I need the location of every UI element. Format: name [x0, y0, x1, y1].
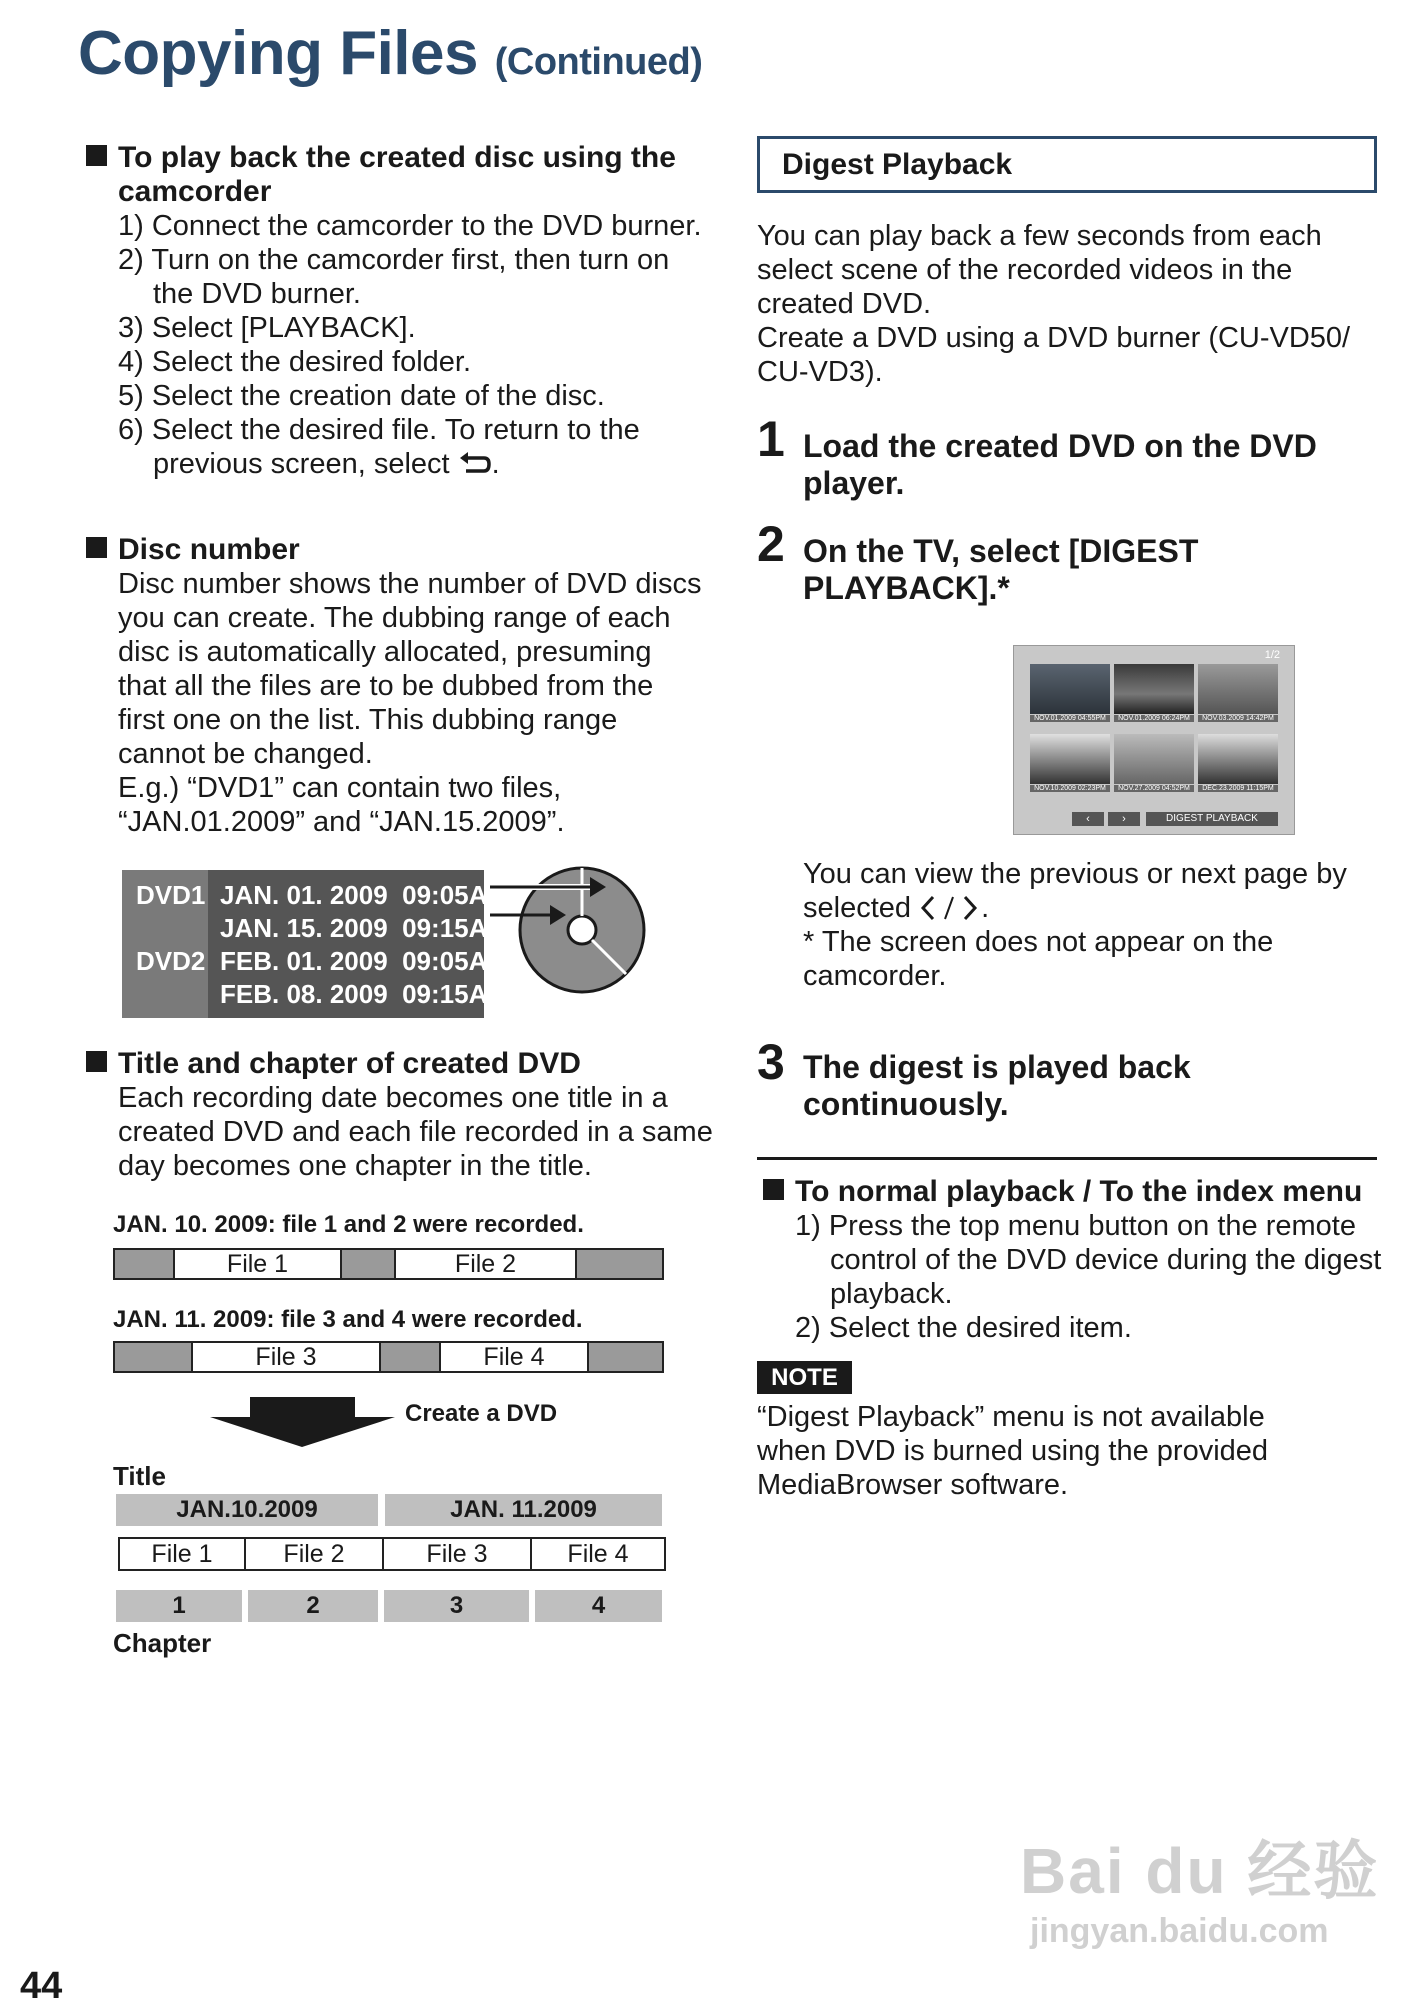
gap-segment	[342, 1250, 396, 1278]
prev-page-button[interactable]: ‹	[1072, 812, 1104, 826]
thumb-date: NOV.03.2009 14:42PM	[1198, 715, 1278, 722]
down-arrow-icon	[210, 1393, 395, 1449]
chapter-label: Chapter	[113, 1628, 212, 1658]
file-cell: File 4	[530, 1537, 666, 1571]
dvd-row: FEB. 08. 2009 09:15AM	[220, 979, 510, 1009]
steps-list	[118, 209, 706, 481]
intro-paragraph: Create a DVD using a DVD burner (CU-VD50/ CU-VD3).	[757, 322, 1351, 388]
screen-description	[803, 857, 1378, 993]
chapter-cell: 1	[116, 1590, 242, 1622]
dvd-row: JAN. 15. 2009 09:15AM	[220, 913, 510, 943]
section-heading: Title and chapter of created DVD	[86, 1047, 726, 1081]
section-heading: To play back the created disc using the camcorder	[86, 141, 706, 209]
file-segment: File 4	[441, 1343, 589, 1371]
thumb-date: NOV.01.2009 04:55PM	[1030, 715, 1110, 722]
title-cell: JAN.10.2009	[116, 1494, 378, 1526]
thumb-date: NOV.10.2009 02:23PM	[1030, 785, 1110, 792]
video-thumbnail[interactable]	[1114, 664, 1194, 714]
file-segment: File 3	[193, 1343, 381, 1371]
step-heading: On the TV, select [DIGEST PLAYBACK].*	[803, 533, 1199, 606]
section-body: Each recording date becomes one title in a created DVD and each file recorded in a same day becomes one chapter in the title.	[118, 1082, 713, 1182]
recording-label: JAN. 10. 2009: file 1 and 2 were recorded.	[113, 1211, 584, 1238]
note-text: “Digest Playback” menu is not available when DVD is burned using the provided MediaBrowser software.	[757, 1401, 1269, 1501]
list-item: 5) Select the creation date of the disc.	[118, 380, 605, 412]
section-normal-playback	[763, 1175, 1383, 1345]
thumb-date: NOV.27.2009 04:52PM	[1114, 785, 1194, 792]
file-segment: File 2	[396, 1250, 577, 1278]
section-heading: To normal playback / To the index menu	[763, 1175, 1383, 1209]
gap-segment	[577, 1250, 662, 1278]
bullet-square-icon	[86, 1051, 107, 1072]
watermark	[1020, 1820, 1379, 1951]
page-title	[78, 18, 702, 89]
footnote-text: * The screen does not appear on the camcorder.	[803, 926, 1274, 992]
gap-segment	[115, 1250, 175, 1278]
note-badge: NOTE	[757, 1361, 852, 1394]
step-heading: The digest is played back continuously.	[803, 1049, 1191, 1122]
gap-segment	[381, 1343, 441, 1371]
video-thumbnail[interactable]	[1198, 664, 1278, 714]
gap-segment	[115, 1343, 193, 1371]
bullet-square-icon	[86, 537, 107, 558]
recording-bar	[113, 1248, 664, 1280]
list-item: 4) Select the desired folder.	[118, 346, 472, 378]
thumb-date: NOV.01.2009 06:24PM	[1114, 715, 1194, 722]
file-segment: File 1	[175, 1250, 342, 1278]
tv-screen	[1013, 645, 1295, 835]
section-title-chapter	[86, 1047, 726, 1183]
title-cell: JAN. 11.2009	[385, 1494, 662, 1526]
prev-next-icon	[919, 895, 981, 921]
step-number: 1	[757, 411, 785, 467]
page-number: 44	[20, 1965, 63, 2007]
thumb-date: DEC.23.2009 11:15PM	[1198, 785, 1278, 792]
dvd-label: DVD2	[136, 946, 206, 976]
digest-playback-heading: Digest Playback	[757, 136, 1377, 193]
recording-bar	[113, 1341, 664, 1373]
video-thumbnail[interactable]	[1198, 734, 1278, 784]
section-example: E.g.) “DVD1” can contain two files, “JAN.01.2009” and “JAN.15.2009”.	[118, 772, 565, 838]
chapter-cell: 2	[248, 1590, 378, 1622]
dvd-table	[122, 870, 510, 1018]
page-title-text: Copying Files	[78, 19, 478, 88]
section-body: Disc number shows the number of DVD discs you can create. The dubbing range of each disc is automatically allocated, presuming that all the files are to be dubbed from the first one on the list. This dubbing range cannot be changed.	[118, 568, 702, 770]
list-item: 2) Select the desired item.	[795, 1312, 1132, 1344]
step-number: 2	[757, 516, 785, 572]
screen-page-indicator: 1/2	[1264, 649, 1280, 661]
disc-diagram-icon	[490, 860, 650, 1000]
video-thumbnail[interactable]	[1114, 734, 1194, 784]
bullet-square-icon	[763, 1179, 784, 1200]
section-disc-number	[86, 533, 706, 839]
chapter-cell: 3	[384, 1590, 529, 1622]
video-thumbnail[interactable]	[1030, 734, 1110, 784]
section-heading: Disc number	[86, 533, 706, 567]
recording-label: JAN. 11. 2009: file 3 and 4 were recorded.	[113, 1306, 583, 1333]
gap-segment	[589, 1343, 662, 1371]
list-item: 1) Press the top menu button on the remote control of the DVD device during the digest playback.	[795, 1210, 1382, 1310]
list-item: 3) Select [PLAYBACK].	[118, 312, 416, 344]
video-thumbnail[interactable]	[1030, 664, 1110, 714]
watermark-url: jingyan.baidu.com	[1030, 1912, 1329, 1950]
file-cell: File 1	[118, 1537, 246, 1571]
list-item: 1) Connect the camcorder to the DVD burner.	[118, 210, 702, 242]
chapter-cell: 4	[535, 1590, 662, 1622]
return-icon	[458, 450, 492, 476]
dvd-row: JAN. 01. 2009 09:05AM	[220, 880, 510, 910]
create-dvd-label: Create a DVD	[405, 1400, 558, 1427]
page-nav-text: You can view the previous or next page by selected .	[803, 858, 1347, 924]
dvd-row: FEB. 01. 2009 09:05AM	[220, 946, 510, 976]
file-cell: File 2	[244, 1537, 384, 1571]
file-cell: File 3	[382, 1537, 532, 1571]
page-title-suffix: (Continued)	[494, 41, 703, 83]
list-item: 6) Select the desired file. To return to the previous screen, select .	[118, 414, 640, 480]
step-number: 3	[757, 1034, 785, 1090]
digest-playback-button[interactable]: DIGEST PLAYBACK	[1146, 812, 1278, 826]
title-label: Title	[113, 1461, 166, 1491]
intro-paragraph: You can play back a few seconds from each select scene of the recorded videos in the created DVD.	[757, 220, 1322, 320]
list-item: 2) Turn on the camcorder first, then turn on the DVD burner.	[118, 244, 670, 310]
next-page-button[interactable]: ›	[1108, 812, 1140, 826]
intro-text	[757, 219, 1377, 389]
section-divider	[757, 1157, 1377, 1160]
steps-list	[795, 1209, 1383, 1345]
bullet-square-icon	[86, 145, 107, 166]
dvd-label: DVD1	[136, 880, 206, 910]
step-heading: Load the created DVD on the DVD player.	[803, 428, 1317, 501]
section-playback-camcorder	[86, 141, 706, 481]
watermark-brand: Bai du 经验	[1020, 1835, 1380, 1907]
